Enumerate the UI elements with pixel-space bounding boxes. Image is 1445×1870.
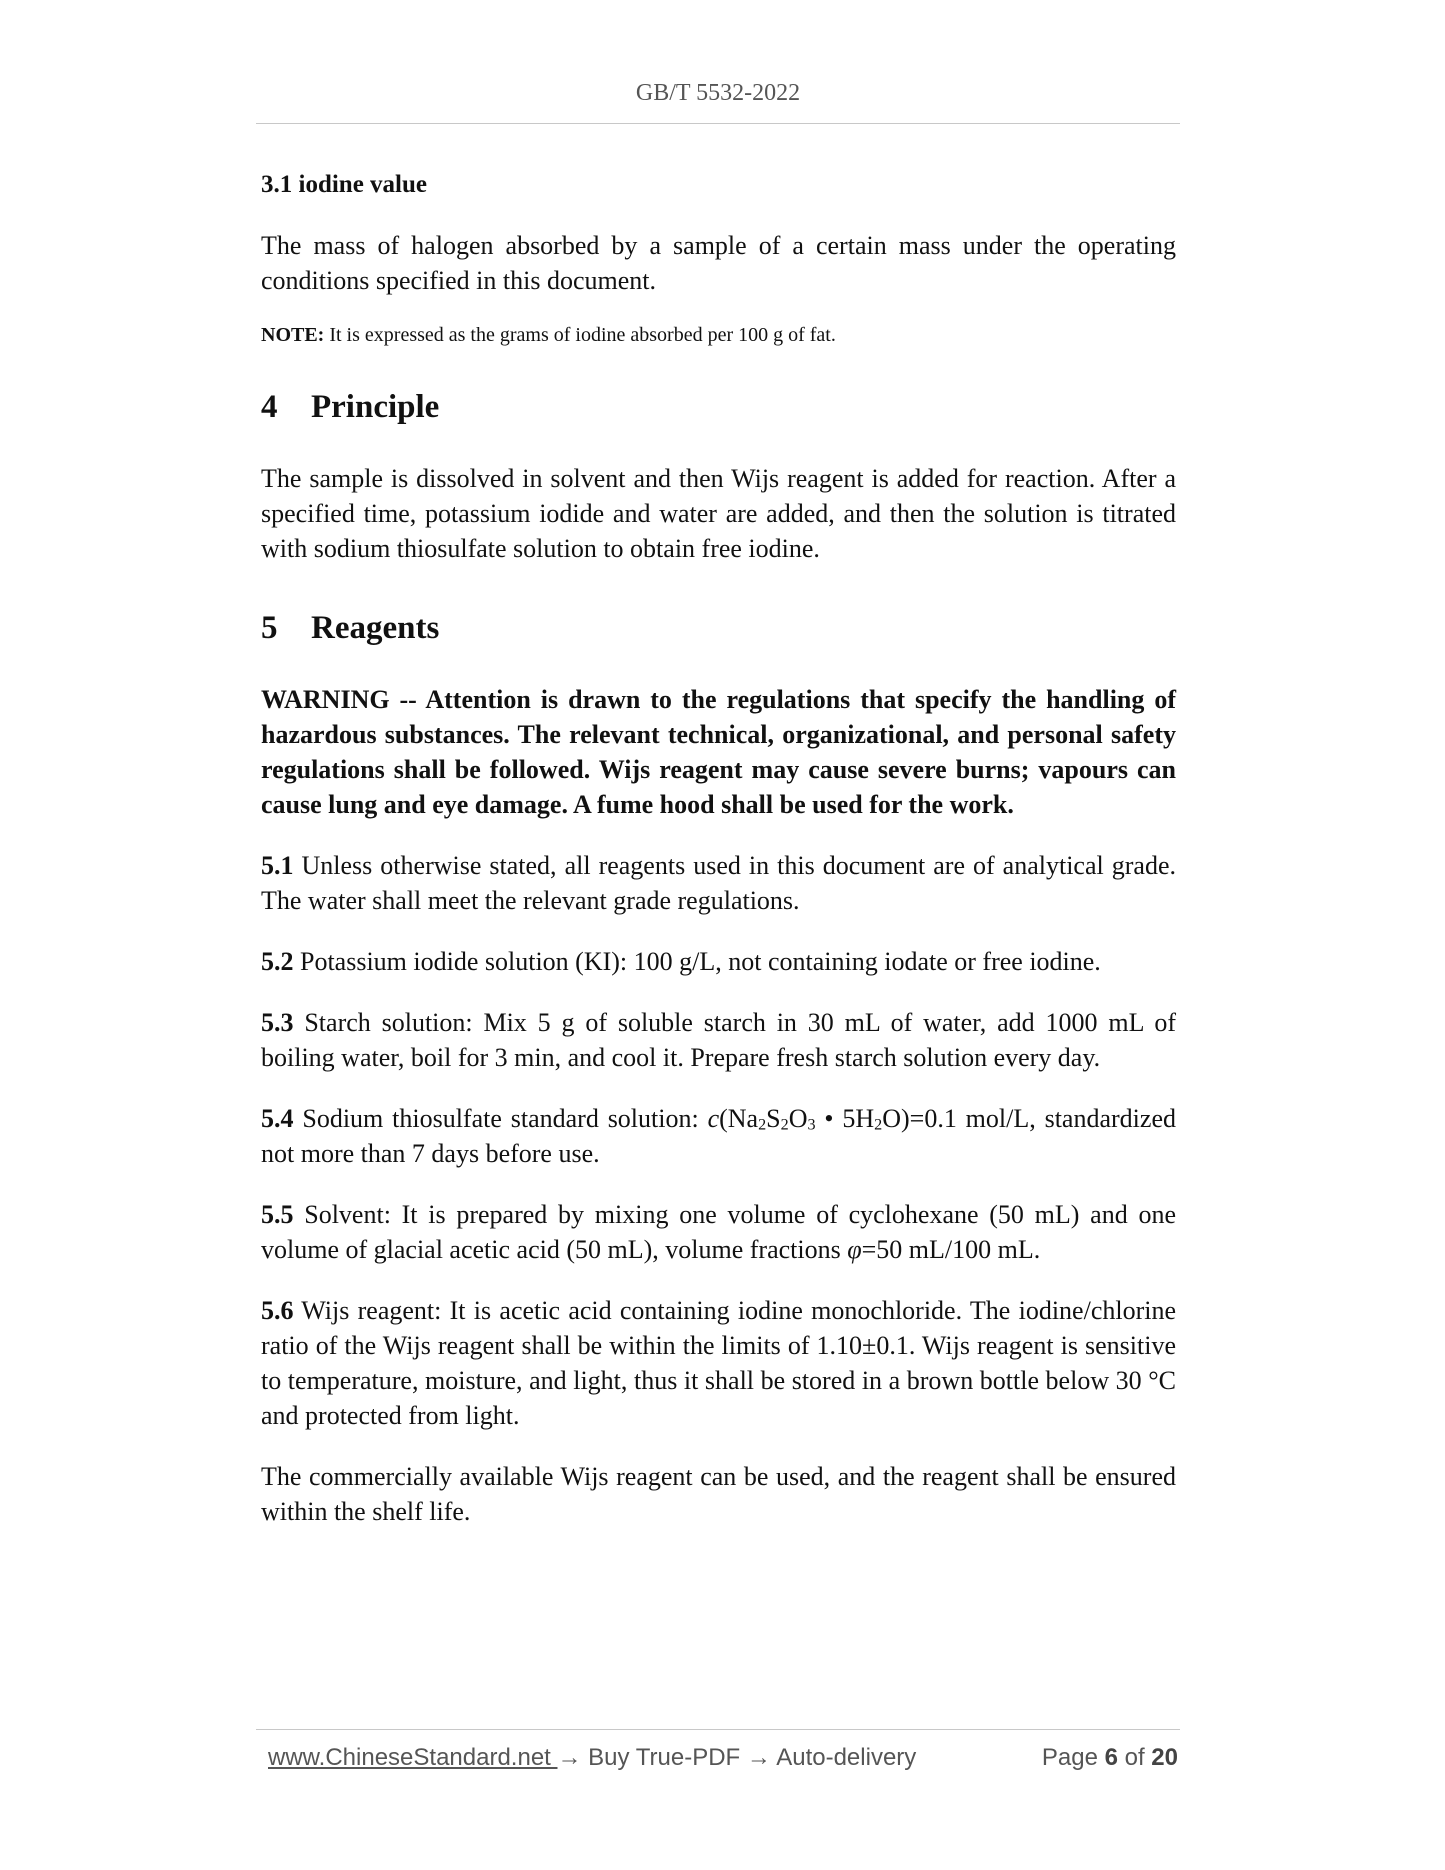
- section-number: 5: [261, 610, 278, 646]
- section-title: Reagents: [311, 610, 440, 646]
- page-indicator: [1042, 1744, 1178, 1772]
- formula-part: O)=0.1 mol/L, standardized not more than 7 days before use.: [261, 1104, 1176, 1168]
- principle-text: The sample is dissolved in solvent and then Wijs reagent is added for reaction. After a specified time, potassium iodide and water are added, and then the solution is titrated with sodium thiosulfate solution to obtain free iodine.: [261, 464, 1176, 563]
- note-text: It is expressed as the grams of iodine absorbed per 100 g of fat.: [324, 324, 836, 346]
- footer: [268, 1738, 1178, 1778]
- volume-fraction-symbol: φ: [847, 1235, 862, 1264]
- clause-number: 5.6: [261, 1296, 294, 1325]
- concentration-symbol: c: [707, 1104, 720, 1133]
- term-title: 3.1 iodine value: [261, 171, 427, 198]
- subscript: 2: [874, 1116, 883, 1134]
- clause-5-4: [261, 1101, 1176, 1171]
- warning-text: WARNING -- Attention is drawn to the regulations that specify the handling of hazardous substances. The relevant technical, organizational, and personal safety regulations shall be followed. Wijs reagent may cause severe burns; vapours can cause lung and eye damage. A fume hood shall be used for the work.: [261, 685, 1176, 819]
- clause-number: 5.2: [261, 947, 294, 976]
- page-total: 20: [1151, 1744, 1178, 1771]
- formula-part: O: [788, 1104, 808, 1133]
- clause-5-5: [261, 1197, 1176, 1267]
- of-label: of: [1117, 1744, 1152, 1771]
- clause-text: Potassium iodide solution (KI): 100 g/L, not containing iodate or free iodine.: [293, 947, 1101, 976]
- term-note: [261, 321, 1176, 349]
- clause-text: Solvent: It is prepared by mixing one volume of cyclohexane (50 mL) and one volume of glacial acetic acid (50 mL), volume fractions: [261, 1200, 1176, 1264]
- subscript: 2: [780, 1116, 789, 1134]
- clause-number: 5.1: [261, 851, 294, 880]
- clause-text: Starch solution: Mix 5 g of soluble starch in 30 mL of water, add 1000 mL of boiling water, boil for 3 min, and cool it. Prepare fresh starch solution every day.: [261, 1008, 1176, 1072]
- page-number: 6: [1104, 1744, 1118, 1771]
- footer-promo: [268, 1744, 916, 1772]
- site-link[interactable]: www.ChineseStandard.net: [268, 1744, 558, 1771]
- header-divider: [256, 123, 1180, 124]
- clause-number: 5.4: [261, 1104, 294, 1133]
- note-label: NOTE:: [261, 324, 325, 346]
- formula-part: • 5H: [815, 1104, 875, 1133]
- arrow-right-icon: →: [746, 1744, 771, 1771]
- clause-text: Sodium thiosulfate standard solution:: [293, 1104, 708, 1133]
- section-title: Principle: [311, 389, 440, 425]
- subscript: 3: [807, 1116, 816, 1134]
- section-heading-principle: [261, 385, 1176, 429]
- clause-number: 5.5: [261, 1200, 294, 1229]
- clause-5-3: [261, 1005, 1176, 1075]
- clause-5-6-extra: The commercially available Wijs reagent can be used, and the reagent shall be ensured within the shelf life.: [261, 1462, 1176, 1526]
- clause-text: Unless otherwise stated, all reagents used in this document are of analytical grade. The water shall meet the relevant grade regulations.: [261, 851, 1176, 915]
- subscript: 2: [758, 1116, 767, 1134]
- section-heading-reagents: [261, 606, 1176, 650]
- arrow-right-icon: →: [557, 1744, 582, 1771]
- clause-5-2: [261, 944, 1176, 979]
- term-definition: The mass of halogen absorbed by a sample of a certain mass under the operating conditions specified in this document.: [261, 231, 1176, 295]
- footer-divider: [256, 1729, 1180, 1730]
- clause-text: Wijs reagent: It is acetic acid containing iodine monochloride. The iodine/chlorine ratio of the Wijs reagent shall be within the limits of 1.10±0.1. Wijs reagent is sensitive to temperature, moisture, and light, thus it shall be stored in a brown bottle below 30 °C and protected from light.: [261, 1296, 1176, 1430]
- formula-part: (Na: [719, 1104, 759, 1133]
- clause-number: 5.3: [261, 1008, 294, 1037]
- header-standard-code: GB/T 5532-2022: [635, 80, 801, 106]
- formula-part: S: [766, 1104, 781, 1133]
- clause-text-end: =50 mL/100 mL.: [861, 1235, 1041, 1264]
- delivery-text: Auto-delivery: [770, 1744, 917, 1771]
- section-number: 4: [261, 389, 278, 425]
- page-content: [261, 168, 1176, 1529]
- clause-5-1: [261, 848, 1176, 918]
- buy-text: Buy True-PDF: [581, 1744, 747, 1771]
- clause-5-6: [261, 1293, 1176, 1433]
- page-label: Page: [1041, 1744, 1105, 1771]
